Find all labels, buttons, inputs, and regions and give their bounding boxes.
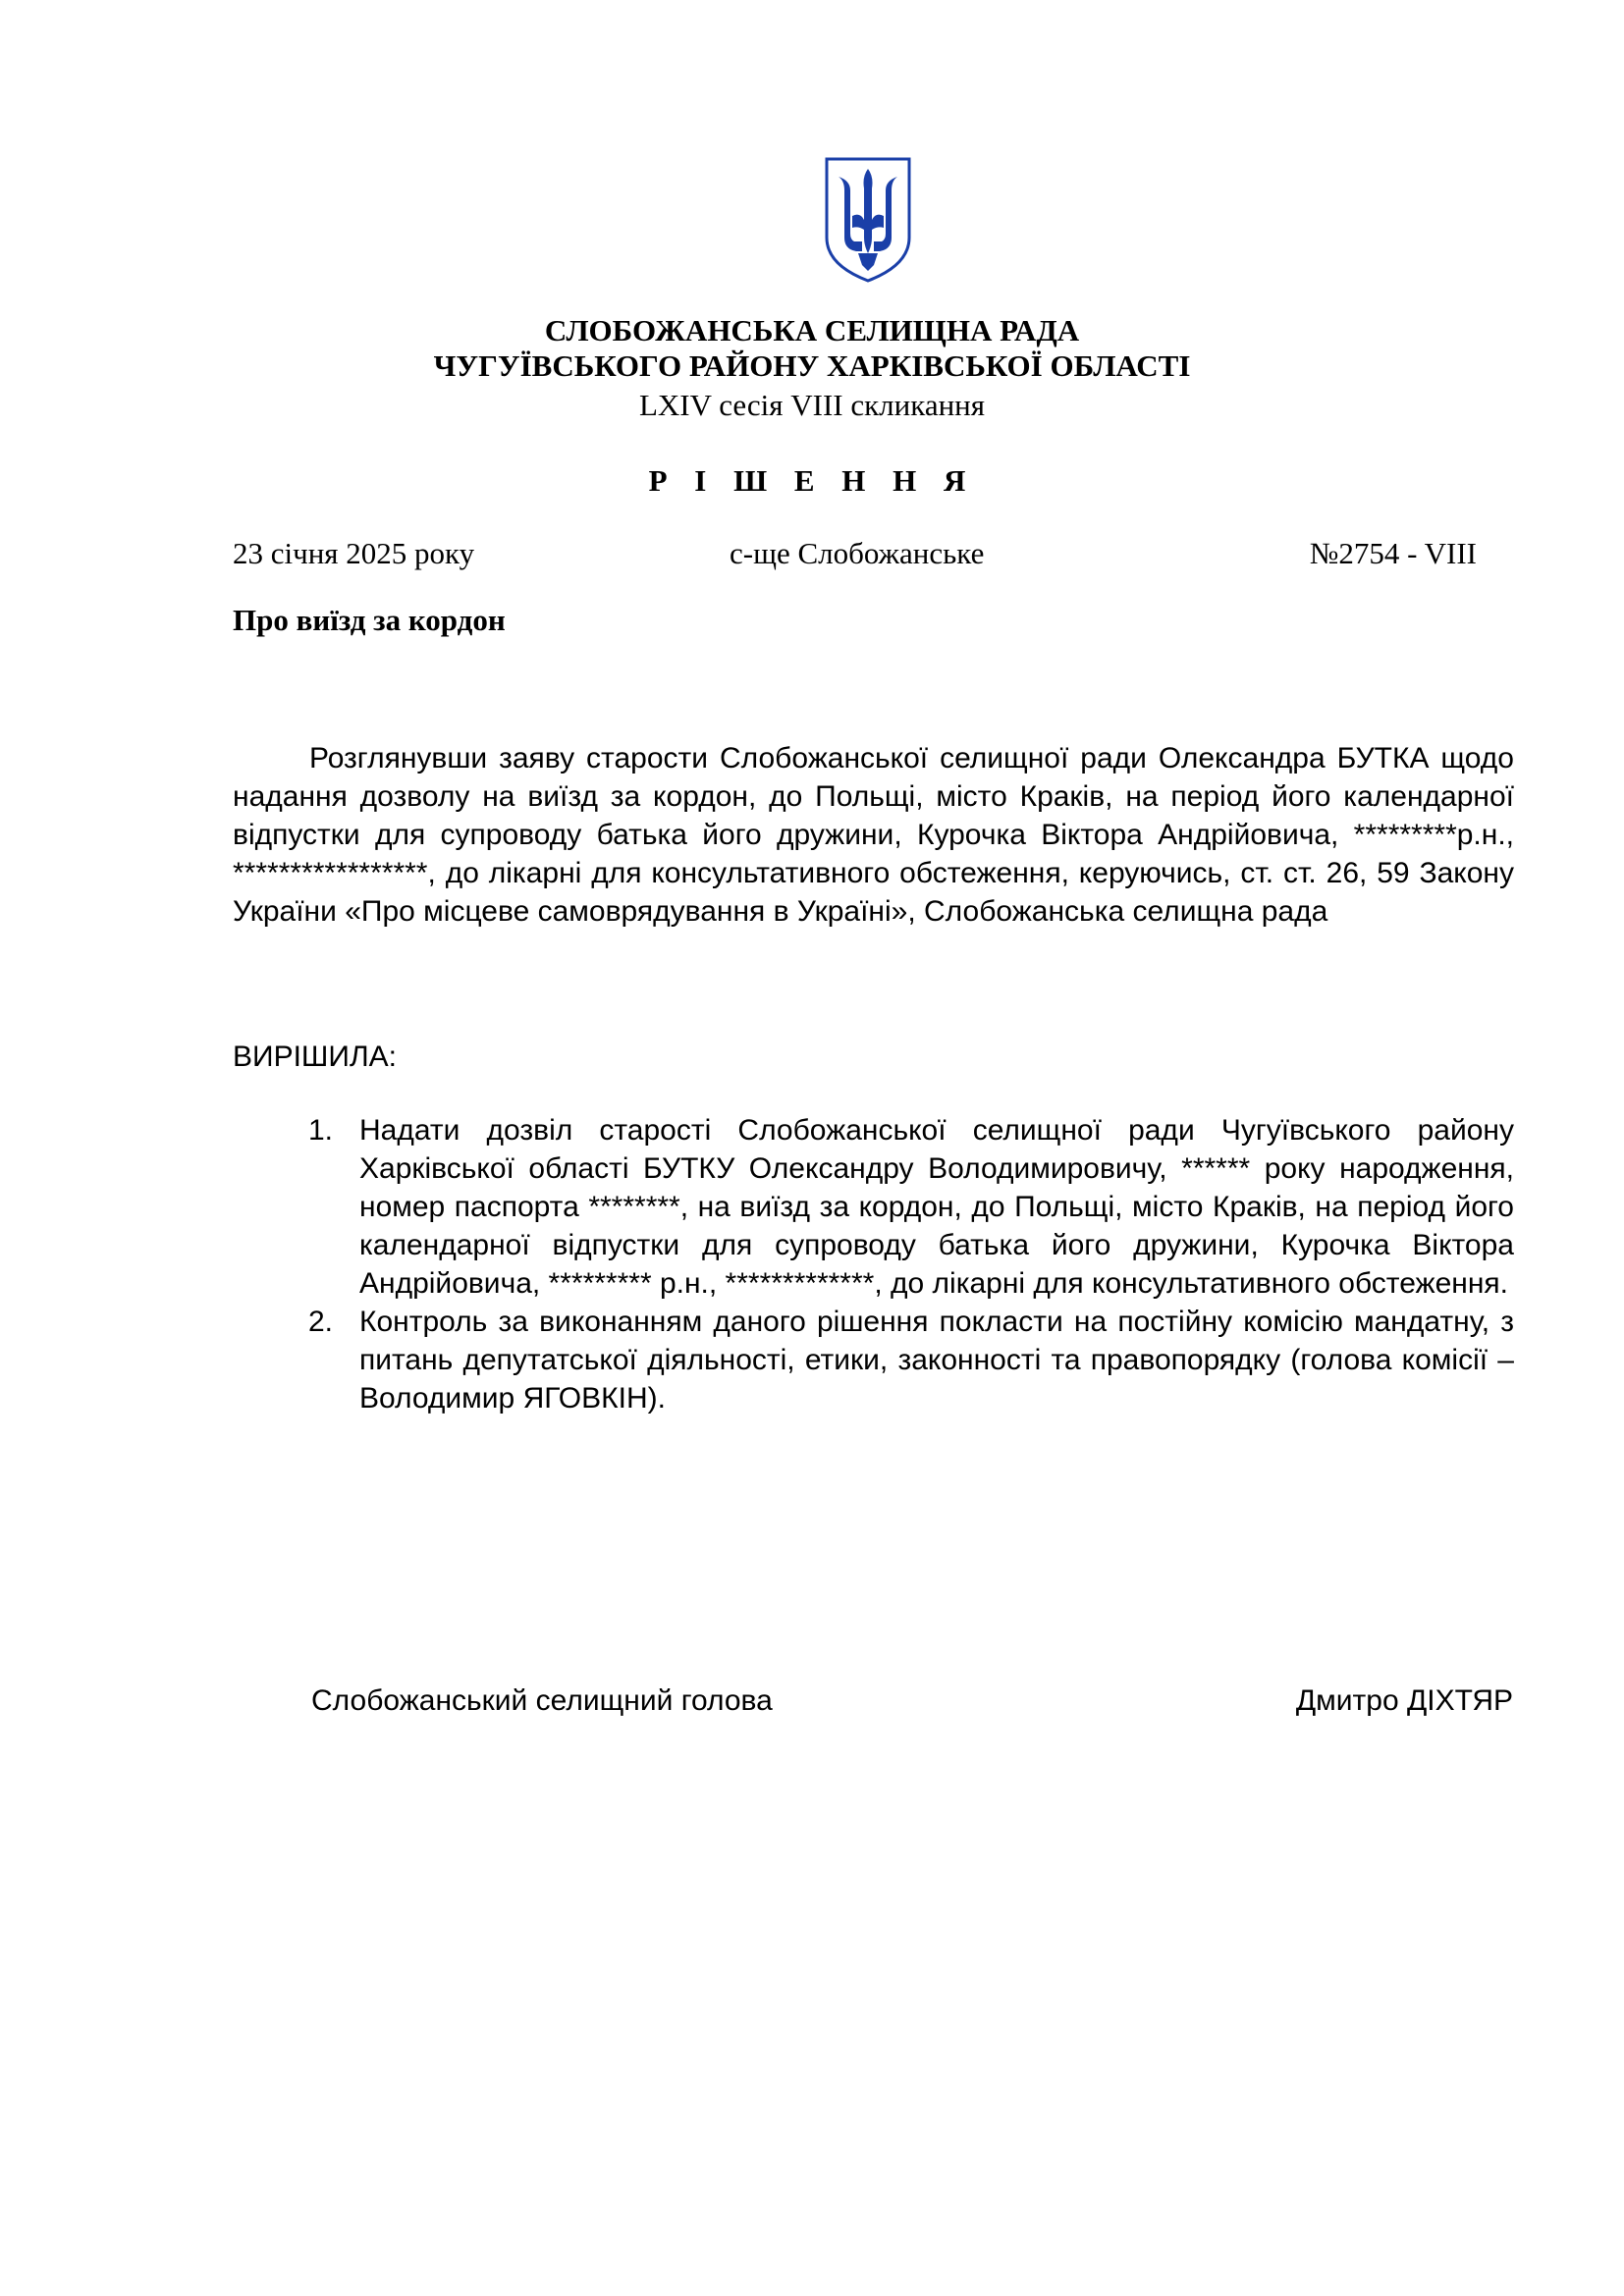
preamble-paragraph: Розглянувши заяву старости Слобожанської селищної ради Олександра БУТКА щодо надання дозволу на виїзд за кордон, до Польщі, місто Краків, на період його календарної відпустки для супроводу батька його дружини, Курочка Віктора Андрійовича, *********р.н., *****************, до лікарні для консультативного обстеження, керуючись, ст. ст. 26, 59 Закону України «Про місцеве самоврядування в Україні», Слобожанська селищна рада <box>233 742 1514 928</box>
decision-list <box>295 1111 1514 1417</box>
decision-item <box>295 1303 1514 1417</box>
council-district: ЧУГУЇВСЬКОГО РАЙОНУ ХАРКІВСЬКОЇ ОБЛАСТІ <box>433 348 1191 383</box>
signatory-name: Дмитро ДІХТЯР <box>1295 1684 1513 1717</box>
coat-of-arms-of-ukraine-icon <box>823 155 913 285</box>
decision-item-number: 2. <box>308 1306 334 1338</box>
document-type-title: Р І Ш Е Н Н Я <box>648 463 976 498</box>
document-meta-row <box>233 536 1477 575</box>
signatory-position: Слобожанський селищний голова <box>311 1684 773 1717</box>
decision-item-text: Надати дозвіл старості Слобожанської селищної ради Чугуївського району Харківської області БУТКУ Олександру Володимировичу, ****** року народження, номер паспорта ********, на виїзд за кордон, до Польщі, місто Краків, на період його календарної відпустки для супроводу батька його дружини, Курочка Віктора Андрійовича, ********* р.н., *************, до лікарні для консультативного обстеження. <box>359 1114 1514 1300</box>
document-number: №2754 - VIII <box>1309 536 1477 570</box>
decision-item-text: Контроль за виконанням даного рішення покласти на постійну комісію мандатну, з питань депутатської діяльності, етики, законності та правопорядку (голова комісії – Володимир ЯГОВКІН). <box>359 1306 1514 1415</box>
decision-item-number: 1. <box>308 1114 334 1147</box>
document-place: с-ще Слобожанське <box>730 536 985 570</box>
document-date: 23 січня 2025 року <box>233 536 475 570</box>
resolved-label: ВИРІШИЛА: <box>233 1041 398 1073</box>
document-subject: Про виїзд за кордон <box>233 603 506 637</box>
signature-block <box>311 1684 1513 1724</box>
session-info: LXIV сесія VIII скликання <box>638 388 986 422</box>
decision-item <box>295 1111 1514 1303</box>
council-name: СЛОБОЖАНСЬКА СЕЛИЩНА РАДА <box>544 313 1080 347</box>
